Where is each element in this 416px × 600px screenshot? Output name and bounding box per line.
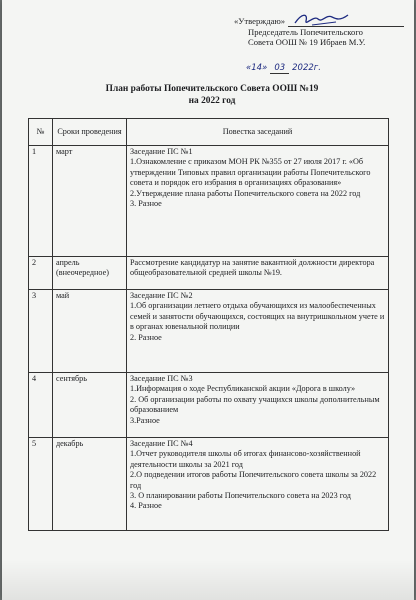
approval-date xyxy=(246,63,321,74)
agenda-line: 3. О планировании работы Попечительского совета на 2023 год xyxy=(130,491,351,501)
table-row xyxy=(29,373,389,438)
agenda-line: Заседание ПС №2 xyxy=(130,291,193,300)
agenda-line: 4. Разное xyxy=(130,501,162,511)
approval-block xyxy=(234,16,404,48)
signature-line xyxy=(288,17,404,27)
row-period: сентябрь xyxy=(53,373,127,438)
row-agenda xyxy=(127,257,389,290)
row-number: 4 xyxy=(29,373,53,438)
row-agenda xyxy=(127,438,389,531)
row-number: 3 xyxy=(29,290,53,373)
agenda-line: 1.Ознакомление с приказом МОН РК №355 от 27 июля 2017 г. «Об утверждении Типовых правил организации работы Попечительского совета и порядок его избрания в организациях образования» xyxy=(130,157,371,188)
page-title xyxy=(82,84,342,107)
header-period: Сроки проведения xyxy=(53,119,127,146)
agenda-line: 3. Разное xyxy=(130,199,162,209)
header-number: № xyxy=(29,119,53,146)
row-period: май xyxy=(53,290,127,373)
row-number: 1 xyxy=(29,146,53,257)
row-number: 5 xyxy=(29,438,53,531)
table-row xyxy=(29,146,389,257)
table-row xyxy=(29,257,389,290)
agenda-line: Рассмотрение кандидатур на занятие вакантной должности директора общеобразовательной средней школы №19. xyxy=(130,258,375,278)
approver-name: Совета ООШ № 19 Ибраев М.У. xyxy=(248,37,366,47)
table-row xyxy=(29,290,389,373)
row-agenda xyxy=(127,290,389,373)
agenda-line: 1.Отчет руководителя школы об итогах финансово-хозяйственной деятельности школы за 2021 год xyxy=(130,449,361,469)
document-page xyxy=(2,0,414,600)
row-period: март xyxy=(53,146,127,257)
date-year: 2022г. xyxy=(292,63,321,73)
agenda-line: Заседание ПС №4 xyxy=(130,439,193,448)
approver-role: Председатель Попечительского xyxy=(248,26,363,37)
table-row xyxy=(29,438,389,531)
agenda-line: 1.Информация о ходе Республиканской акции «Дорога в школу» xyxy=(130,384,356,394)
page-shadow xyxy=(2,560,414,600)
approve-label: «Утверждаю» xyxy=(234,16,286,26)
row-number: 2 xyxy=(29,257,53,290)
agenda-line: 2.О подведении итогов работы Попечительского совета школы за 2022 год xyxy=(130,470,377,490)
agenda-line: 3.Разное xyxy=(130,415,160,425)
agenda-line: 2.Утверждение плана работы Попечительского совета на 2022 год xyxy=(130,188,361,198)
row-period: декабрь xyxy=(53,438,127,531)
title-line-1: План работы Попечительского Совета ООШ №19 xyxy=(105,84,319,94)
agenda-line: 2. Об организации работы по охвату учащихся школы дополнительным образованием xyxy=(130,394,380,415)
agenda-line: 1.Об организации летнего отдыха обучающихся из малообеспеченных семей и занятости обучающихся, состоящих на внутришкольном учете и в органах ювенальной полиции xyxy=(130,301,385,332)
table-header-row xyxy=(29,119,389,146)
row-agenda xyxy=(127,146,389,257)
agenda-line: Заседание ПС №3 xyxy=(130,374,193,383)
header-agenda: Повестка заседаний xyxy=(127,119,389,146)
title-line-2: на 2022 год xyxy=(188,95,236,106)
date-day: «14» xyxy=(246,63,268,73)
agenda-line: Заседание ПС №1 xyxy=(130,147,193,156)
date-month: 03 xyxy=(270,63,289,74)
signature-icon xyxy=(292,11,352,29)
agenda-line: 2. Разное xyxy=(130,332,162,342)
plan-table xyxy=(28,118,389,531)
row-period: апрель (внеочередное) xyxy=(53,257,127,290)
row-agenda xyxy=(127,373,389,438)
